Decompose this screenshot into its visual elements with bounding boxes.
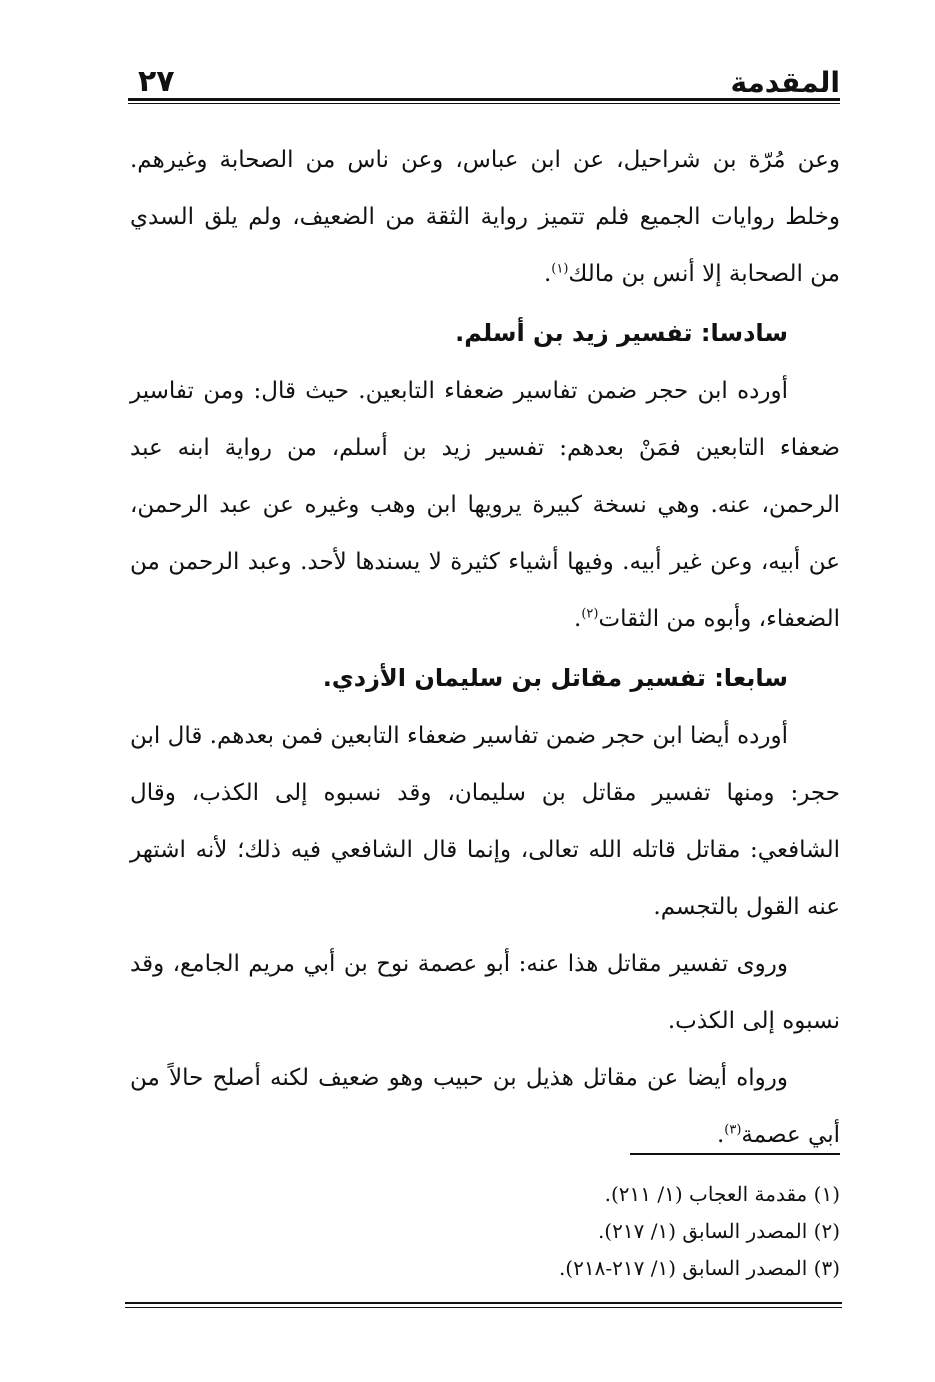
sentence-end: . — [543, 261, 552, 287]
footnote-ref: (٣) — [724, 1122, 742, 1138]
sentence-end: . — [574, 606, 582, 632]
body-text — [130, 132, 840, 1164]
body-paragraph — [130, 936, 840, 1050]
bottom-rule — [125, 1302, 842, 1304]
bottom-rule-thin — [125, 1307, 842, 1308]
footnote-ref: (١) — [551, 261, 569, 277]
heading-text: سابعا: تفسير مقاتل بن سليمان الأزدي. — [322, 664, 788, 692]
page-header — [128, 58, 840, 104]
footnote: (٢) المصدر السابق (١/ ٢١٧). — [597, 1219, 840, 1243]
sentence-end: . — [716, 1122, 725, 1148]
footnotes — [240, 1176, 840, 1287]
section-heading — [130, 648, 840, 708]
paragraph-text: وروى تفسير مقاتل هذا عنه: أبو عصمة نوح بن أبي مريم الجامع، وقد نسبوه إلى الكذب. — [130, 951, 840, 1034]
header-rule-thin — [128, 103, 840, 104]
body-paragraph — [130, 708, 840, 936]
running-title: المقدمة — [730, 66, 840, 99]
body-paragraph — [130, 1050, 840, 1164]
paragraph-text: ورواه أيضا عن مقاتل هذيل بن حبيب وهو ضعيف لكنه أصلح حالاً من أبي عصمة — [130, 1065, 840, 1148]
body-paragraph — [130, 132, 840, 303]
heading-text: سادسا: تفسير زيد بن أسلم. — [455, 319, 788, 347]
footnote-ref: (٢) — [581, 606, 599, 622]
page-number: ٢٧ — [138, 64, 175, 99]
body-paragraph — [130, 363, 840, 648]
footnote: (١) مقدمة العجاب (١/ ٢١١). — [604, 1182, 840, 1206]
paragraph-text: أورده أيضا ابن حجر ضمن تفاسير ضعفاء التابعين فمن بعدهم. قال ابن حجر: ومنها تفسير مقاتل بن سليمان، وقد نسبوه إلى الكذب، وقال الشافعي: مقاتل قاتله الله تعالى، وإنما قال الشافعي فيه ذلك؛ لأنه اشتهر عنه القول بالتجسم. — [130, 723, 840, 920]
paragraph-text: وعن مُرّة بن شراحيل، عن ابن عباس، وعن ناس من الصحابة وغيرهم. وخلط روايات الجميع فلم تتميز رواية الثقة من الضعيف، ولم يلق السدي من الصحابة إلا أنس بن مالك — [130, 147, 840, 287]
paragraph-text: أورده ابن حجر ضمن تفاسير ضعفاء التابعين. حيث قال: ومن تفاسير ضعفاء التابعين فمَنْ بعدهم: تفسير زيد بن أسلم، من رواية ابنه عبد الرحمن، عنه. وهي نسخة كبيرة يرويها ابن وهب وغيره عن عبد الرحمن، عن أبيه، وعن غير أبيه. وفيها أشياء كثيرة لا يسندها لأحد. وعبد الرحمن من الضعفاء، وأبوه من الثقات — [130, 378, 840, 632]
footnote-separator — [630, 1153, 840, 1155]
footnote: (٣) المصدر السابق (١/ ٢١٧-٢١٨). — [558, 1256, 840, 1280]
section-heading — [130, 303, 840, 363]
header-rule — [128, 98, 840, 101]
